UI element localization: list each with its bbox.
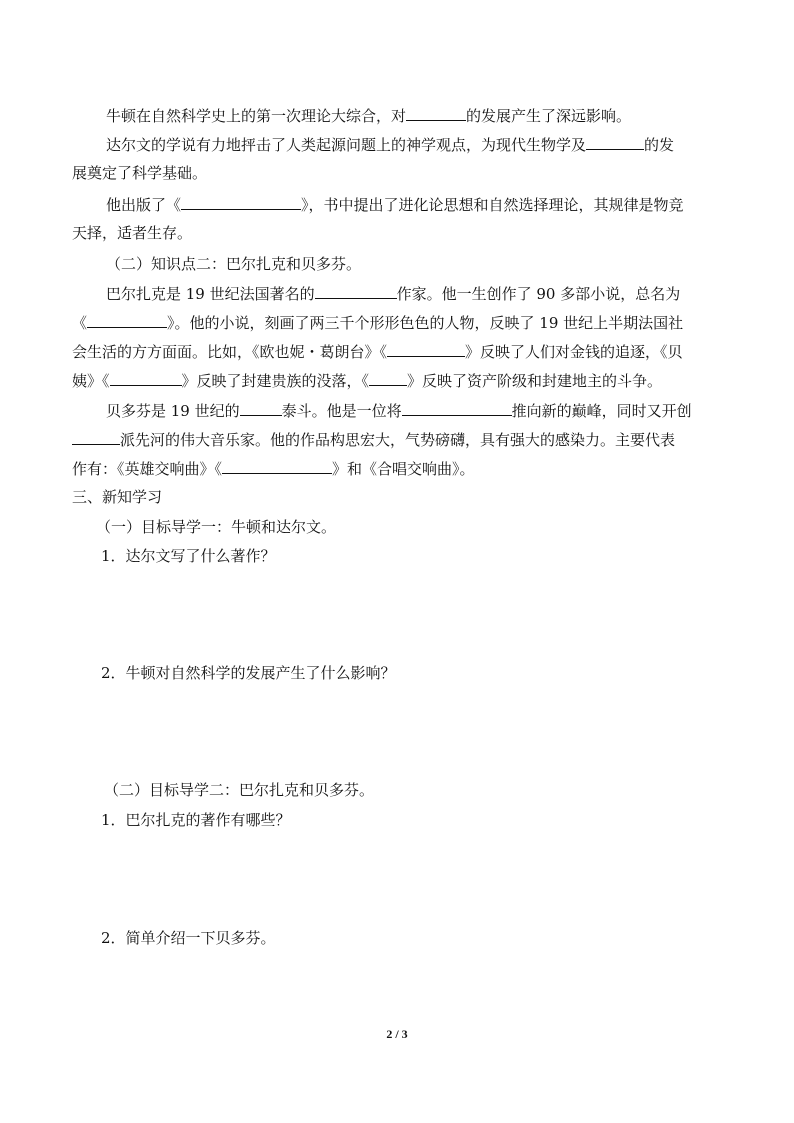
text: 派先河的伟大音乐家。他的作品构思宏大，气势磅礴，具有强大的感染力。主要代表 <box>120 431 676 449</box>
goal-1-heading <box>96 516 336 538</box>
question-text: 1．达尔文写了什么著作？ <box>101 547 276 565</box>
question-text: 2．牛顿对自然科学的发展产生了什么影响？ <box>101 664 396 682</box>
fill-blank[interactable] <box>181 193 301 210</box>
page-number: 2 / 3 <box>386 1027 408 1041</box>
fill-blank[interactable] <box>387 340 465 357</box>
question-text: 1．巴尔扎克的著作有哪些？ <box>101 811 291 829</box>
text: 贝多芬是 19 世纪的 <box>106 402 240 420</box>
paragraph-balzac-line1 <box>106 282 680 305</box>
paragraph-darwin-line1 <box>106 133 674 156</box>
fill-blank[interactable] <box>406 104 466 121</box>
text: 作有：《英雄交响曲》《 <box>72 460 223 478</box>
fill-blank[interactable] <box>369 369 407 386</box>
text: 他出版了《 <box>106 196 182 214</box>
text: 《 <box>72 314 88 332</box>
paragraph-beethoven-line1 <box>106 399 692 422</box>
question-1 <box>101 545 276 567</box>
text: 》反映了人们对金钱的追逐，《贝 <box>465 343 683 361</box>
paragraph-darwin-book-line1 <box>106 193 684 216</box>
fill-blank[interactable] <box>586 133 644 150</box>
question-3 <box>101 809 291 831</box>
text: 天择，适者生存。 <box>72 224 193 242</box>
fill-blank[interactable] <box>72 428 120 445</box>
fill-blank[interactable] <box>87 311 167 328</box>
question-2 <box>101 662 396 684</box>
fill-blank[interactable] <box>402 399 512 416</box>
text: 》反映了封建贵族的没落，《 <box>181 372 370 390</box>
heading-text: （二）知识点二：巴尔扎克和贝多芬。 <box>106 255 362 273</box>
text: 推向新的巅峰，同时又开创 <box>511 402 692 420</box>
text: 达尔文的学说有力地抨击了人类起源问题上的神学观点，为现代生物学及 <box>106 136 587 154</box>
knowledge-point-2-heading <box>106 253 361 275</box>
question-4 <box>101 927 276 949</box>
text: 姨》《 <box>72 372 110 390</box>
text: 牛顿在自然科学史上的第一次理论大综合，对 <box>106 107 407 125</box>
heading-text: 三、新知学习 <box>72 488 163 506</box>
goal-2-heading <box>104 779 374 801</box>
paragraph-balzac-line2 <box>72 311 683 334</box>
text: 展奠定了科学基础。 <box>72 164 208 182</box>
text: 泰斗。他是一位将 <box>281 402 402 420</box>
heading-text: （二）目标导学二：巴尔扎克和贝多芬。 <box>104 781 375 799</box>
fill-blank[interactable] <box>222 457 332 474</box>
question-text: 2．简单介绍一下贝多芬。 <box>101 929 276 947</box>
paragraph-darwin-line2 <box>72 162 207 184</box>
heading-text: （一）目标导学一：牛顿和达尔文。 <box>96 518 337 536</box>
paragraph-balzac-line4 <box>72 369 662 392</box>
fill-blank[interactable] <box>315 282 397 299</box>
text: 巴尔扎克是 19 世纪法国著名的 <box>106 285 315 303</box>
text: 》。他的小说，刻画了两三千个形形色色的人物，反映了 19 世纪上半期法国社 <box>167 314 684 332</box>
text: 会生活的方方面面。比如，《欧也妮・葛朗台》《 <box>72 343 388 361</box>
paragraph-beethoven-line2 <box>72 428 675 451</box>
paragraph-balzac-line3 <box>72 340 683 363</box>
text: 》反映了资产阶级和封建地主的斗争。 <box>407 372 663 390</box>
fill-blank[interactable] <box>110 369 182 386</box>
section-3-heading <box>72 486 162 508</box>
text: 》，书中提出了进化论思想和自然选择理论，其规律是物竞 <box>301 196 684 214</box>
text: 作家。他一生创作了 90 多部小说，总名为 <box>396 285 681 303</box>
paragraph-darwin-book-line2 <box>72 222 192 244</box>
text: 》和《合唱交响曲》。 <box>332 460 475 478</box>
fill-blank[interactable] <box>240 399 282 416</box>
text: 的发展产生了深远影响。 <box>466 107 632 125</box>
text: 的发 <box>644 136 675 154</box>
paragraph-beethoven-line3 <box>72 457 475 480</box>
paragraph-newton <box>106 104 631 127</box>
